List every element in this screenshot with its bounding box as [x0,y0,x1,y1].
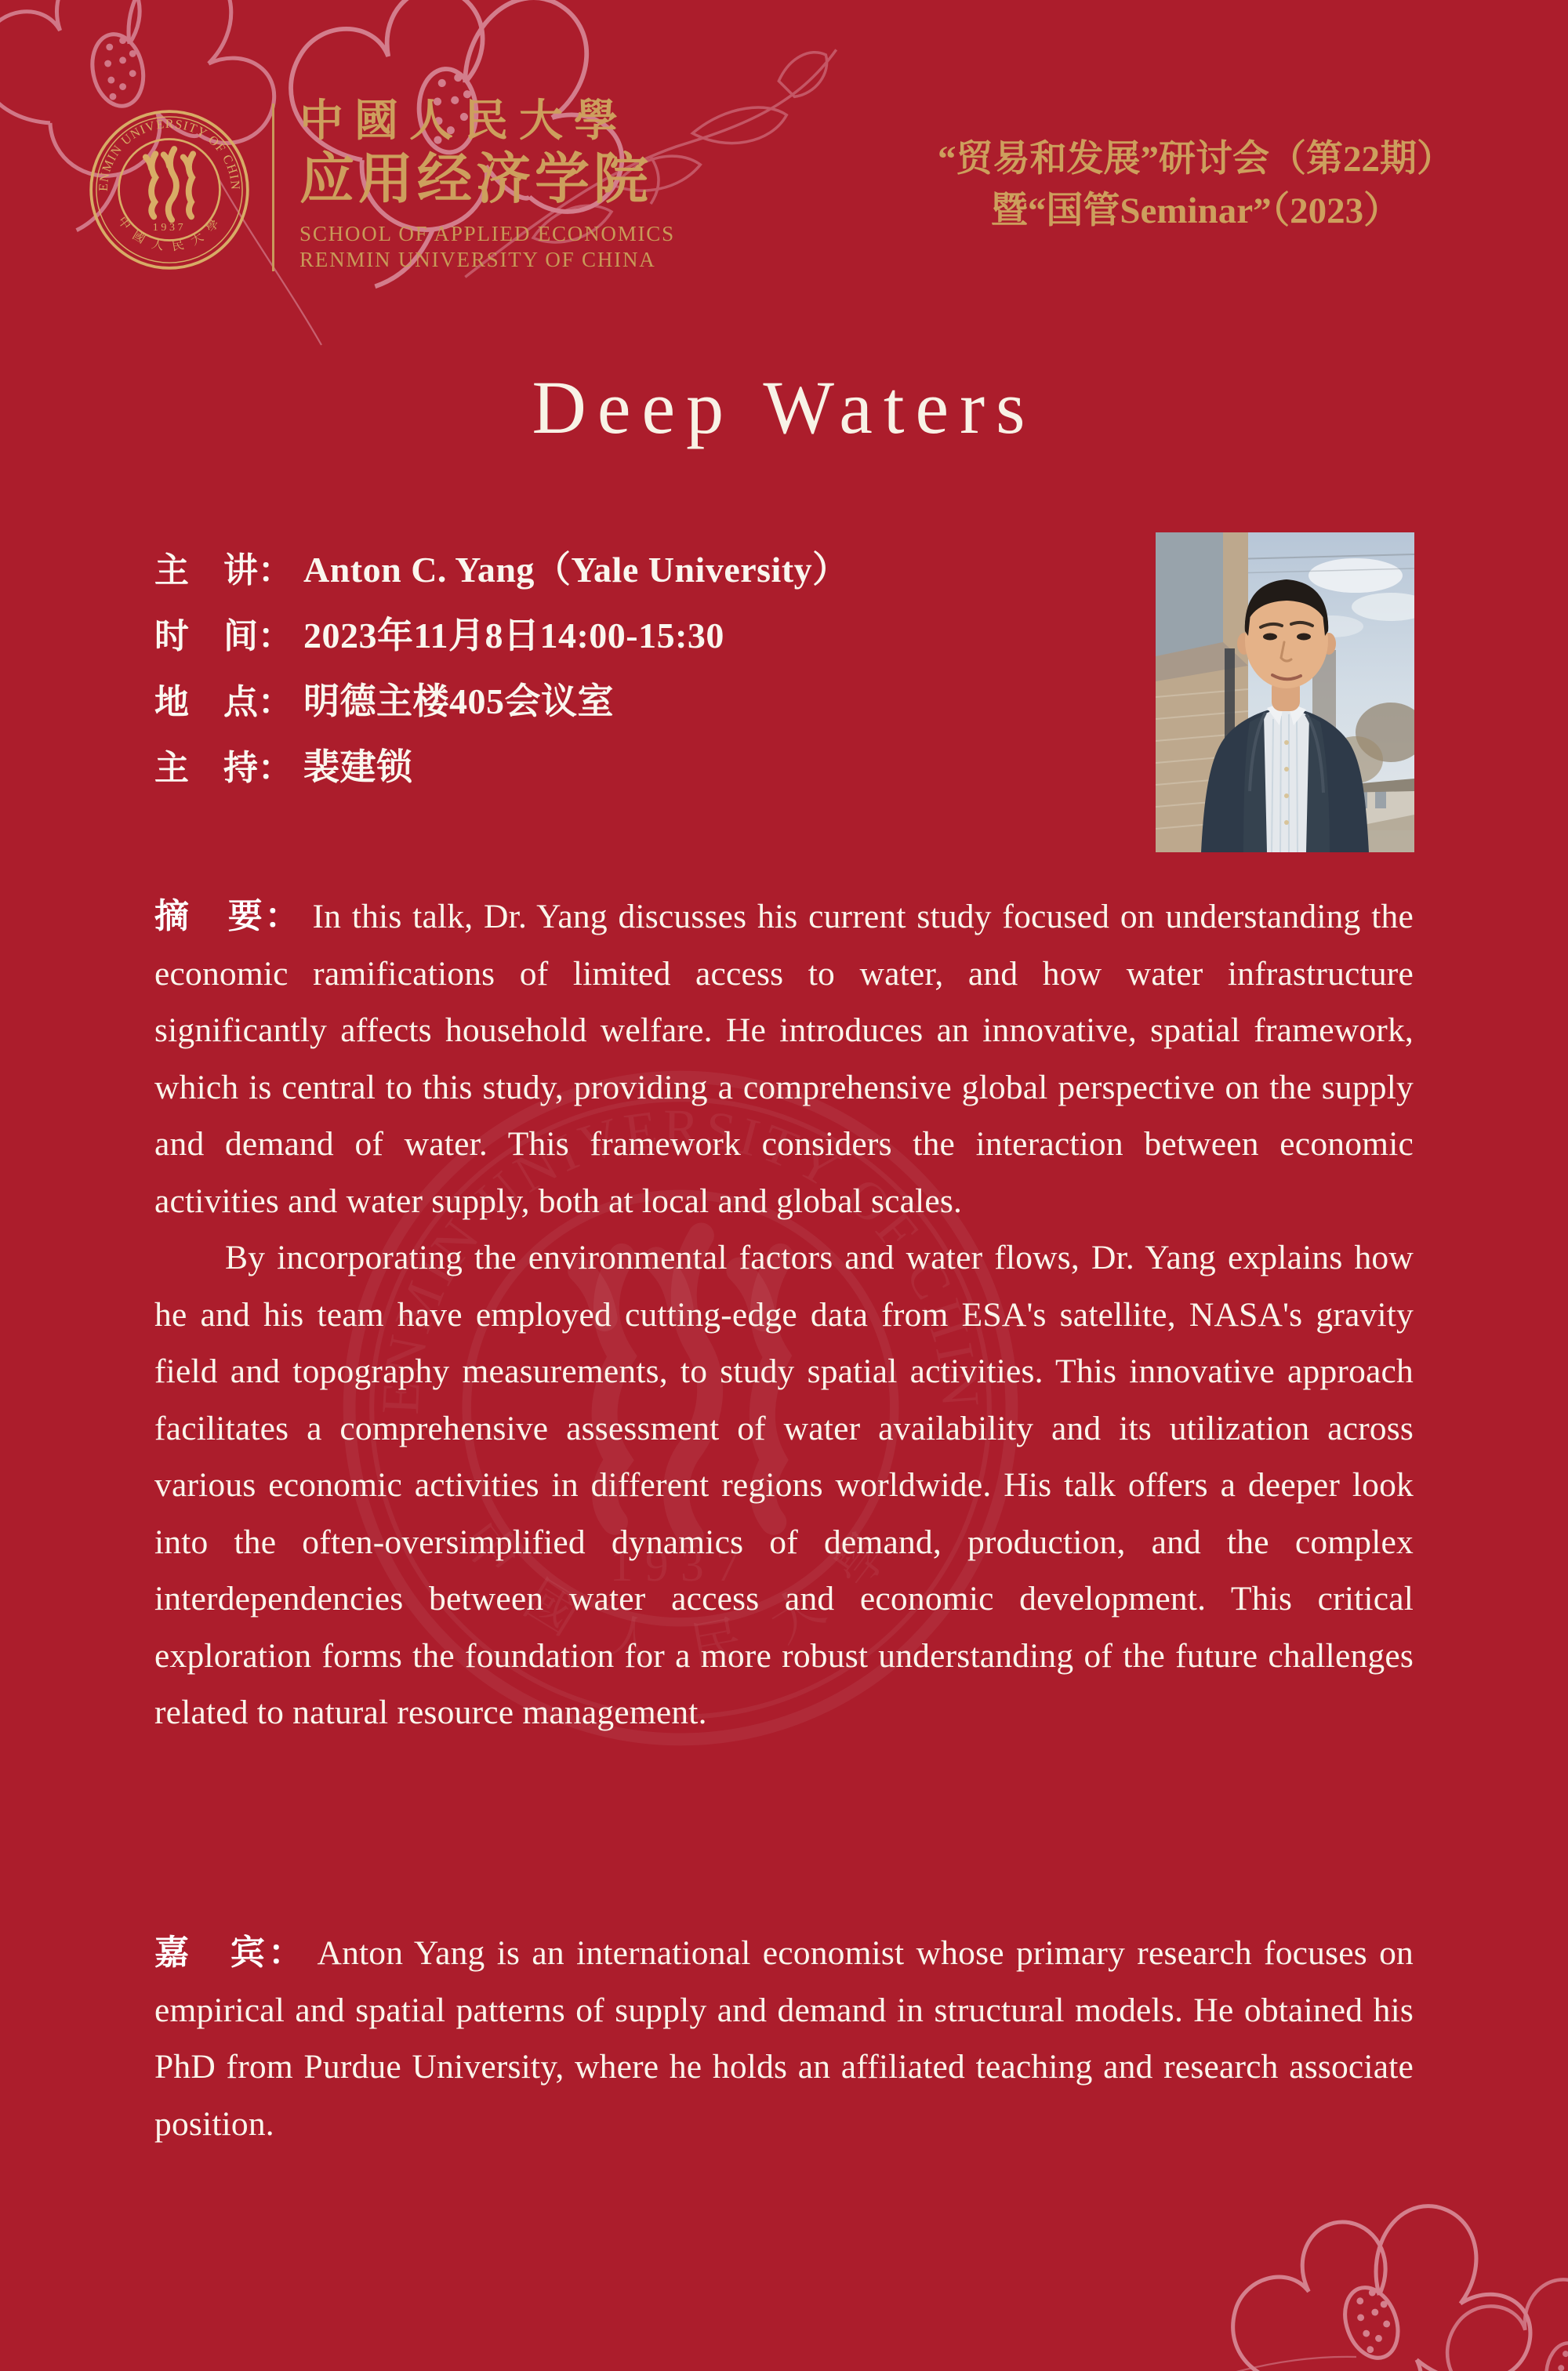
guest-bio-section [154,1925,1414,2152]
info-row-location [154,673,1142,739]
university-seal [88,108,251,271]
school-name-cn: 应用经济学院 [299,150,652,210]
abstract-label: 摘 要： [154,897,302,935]
school-logotype [299,97,895,273]
seminar-info [154,541,1142,804]
bio-text: Anton Yang is an international economist whose primary research focuses on empirical and spatial patterns of supply and demand in structural models. He obtained his PhD from Purdue University, where he holds an affiliated teaching and research associate position. [154,1934,1414,2143]
info-row-host [154,739,1142,804]
location-label: 地 点： [154,683,292,721]
bio-label: 嘉 宾： [154,1933,307,1972]
info-row-time [154,607,1142,673]
info-row-speaker [154,541,1142,607]
school-name-en: SCHOOL OF APPLIED ECONOMICS [299,222,675,245]
series-line-2: 暨“国管Seminar”（2023） [990,191,1401,231]
abstract-paragraph-1 [154,888,1414,1229]
time-value: 2023年11月8日14:00-15:30 [303,615,724,655]
seminar-series [823,133,1568,237]
talk-title: Deep Waters [532,365,1036,449]
magnolia-decoration-bottom-right [1105,2159,1568,2371]
series-line-1: “贸易和发展”研讨会（第22期） [938,139,1454,180]
university-name-en: RENMIN UNIVERSITY OF CHINA [299,248,656,271]
abstract-text-1: In this talk, Dr. Yang discusses his current study focused on understanding the economic ramifications of limited access to water, and how water infrastructure significantly affects household welfare. He introduces an innovative, spatial framework, which is central to this study, providing a comprehensive global perspective on the supply and demand of water. This framework considers the interaction between economic activities and water supply, both at local and global scales. [154,898,1414,1220]
university-name-calligraphy: 中國人民大學 [299,97,629,146]
speaker-value: Anton C. Yang（Yale University） [303,550,849,590]
host-value: 裴建锁 [303,747,413,787]
abstract-paragraph-2: By incorporating the environmental factors and water flows, Dr. Yang explains how he and his team have employed cutting-edge data from ESA's satellite, NASA's gravity field and topography measurements, to study spatial activities. This innovative approach facilitates a comprehensive assessment of water availability and its utilization across various economic activities in different regions worldwide. His talk offers a deeper look into the often-oversimplified dynamics of demand, production, and the complex interdependencies between water access and economic development. This critical exploration forms the foundation for a more robust understanding of the future challenges related to natural resource management. [154,1239,1414,1731]
abstract-section [154,888,1414,1741]
host-label: 主 持： [154,749,292,787]
header-divider [272,103,274,271]
bio-paragraph [154,1925,1414,2152]
location-value: 明德主楼405会议室 [303,681,614,721]
speaker-photo [1156,532,1414,852]
speaker-label: 主 讲： [154,551,292,590]
time-label: 时 间： [154,617,292,655]
